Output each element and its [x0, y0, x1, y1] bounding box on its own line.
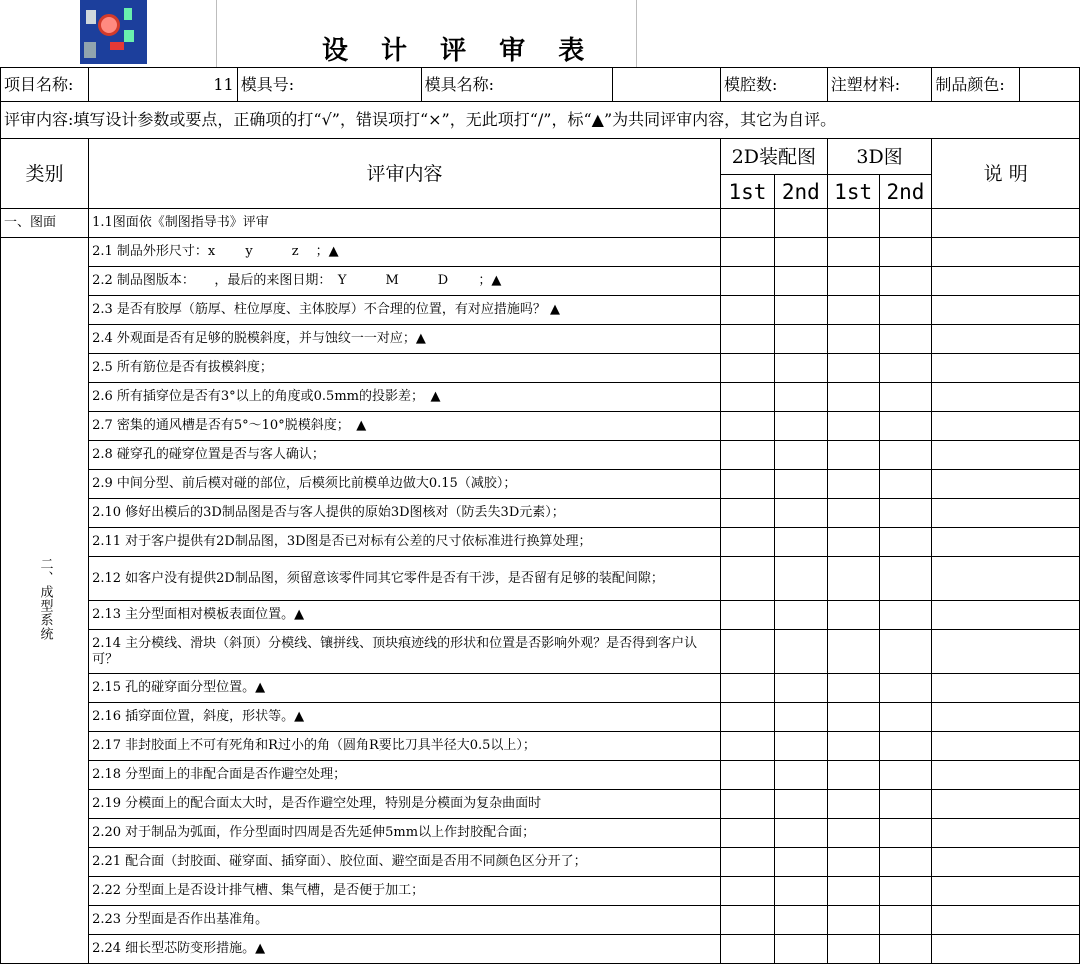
table-row: [1, 557, 1080, 601]
check-cell[interactable]: [827, 630, 879, 674]
check-cell[interactable]: [827, 325, 879, 354]
review-item: 2.17 非封胶面上不可有死角和R过小的角（圆角R要比刀具半径大0.5以上）；: [89, 732, 721, 761]
check-cell[interactable]: [879, 601, 932, 630]
check-cell[interactable]: [879, 238, 932, 267]
check-cell[interactable]: [879, 761, 932, 790]
check-cell[interactable]: [774, 906, 827, 935]
check-cell[interactable]: [879, 906, 932, 935]
check-cell[interactable]: [827, 906, 879, 935]
remarks-cell[interactable]: [932, 790, 1080, 819]
check-cell[interactable]: [721, 441, 775, 470]
2d-first-review-header: 1st: [721, 175, 775, 209]
check-cell[interactable]: [879, 630, 932, 674]
check-cell[interactable]: [774, 528, 827, 557]
project-name-label: 项目名称:: [1, 68, 89, 102]
check-cell[interactable]: [879, 441, 932, 470]
review-3d-header: 3D图: [827, 139, 932, 175]
check-cell[interactable]: [774, 703, 827, 732]
review-item: 2.9 中间分型、前后模对碰的部位，后模须比前模单边做大0.15（减胶）；: [89, 470, 721, 499]
check-cell[interactable]: [774, 470, 827, 499]
3d-first-review-header: 1st: [827, 175, 879, 209]
check-cell[interactable]: [827, 528, 879, 557]
check-cell[interactable]: [827, 674, 879, 703]
review-item: 2.7 密集的通风槽是否有5°～10°脱模斜度； ▲: [89, 412, 721, 441]
review-item: 2.14 主分模线、滑块（斜顶）分模线、镶拼线、顶块痕迹线的形状和位置是否影响外观？是否得到客户认可？: [89, 630, 721, 674]
remarks-cell[interactable]: [932, 499, 1080, 528]
remarks-header: 说 明: [932, 139, 1080, 209]
check-cell[interactable]: [827, 296, 879, 325]
table-row: [1, 441, 1080, 470]
review-item: 2.8 碰穿孔的碰穿位置是否与客人确认；: [89, 441, 721, 470]
check-cell[interactable]: [827, 761, 879, 790]
table-row: [1, 412, 1080, 441]
check-cell[interactable]: [774, 877, 827, 906]
instruction-row: [1, 102, 1080, 139]
review-item: 2.18 分型面上的非配合面是否作避空处理；: [89, 761, 721, 790]
check-cell[interactable]: [774, 354, 827, 383]
check-cell[interactable]: [879, 674, 932, 703]
table-row: [1, 528, 1080, 557]
check-cell[interactable]: [721, 601, 775, 630]
remarks-cell[interactable]: [932, 412, 1080, 441]
cavity-count-label: 模腔数:: [721, 68, 828, 102]
check-cell[interactable]: [774, 441, 827, 470]
review-table: [0, 67, 1080, 964]
check-cell[interactable]: [827, 499, 879, 528]
check-cell[interactable]: [774, 848, 827, 877]
mold-logo-icon: [80, 0, 147, 64]
check-cell[interactable]: [827, 412, 879, 441]
info-row: [1, 68, 1080, 102]
check-cell[interactable]: [827, 441, 879, 470]
review-item: 2.22 分型面上是否设计排气槽、集气槽，是否便于加工；: [89, 877, 721, 906]
check-cell[interactable]: [774, 412, 827, 441]
check-cell[interactable]: [879, 383, 932, 412]
check-cell[interactable]: [774, 238, 827, 267]
check-cell[interactable]: [774, 790, 827, 819]
review-item: 2.2 制品图版本： ，最后的来图日期： Y M D ；▲: [89, 267, 721, 296]
remarks-cell[interactable]: [932, 296, 1080, 325]
remarks-cell[interactable]: [932, 630, 1080, 674]
review-item: 2.13 主分型面相对模板表面位置。▲: [89, 601, 721, 630]
remarks-cell[interactable]: [932, 470, 1080, 499]
review-item: 2.15 孔的碰穿面分型位置。▲: [89, 674, 721, 703]
check-cell[interactable]: [879, 209, 932, 238]
remarks-cell[interactable]: [932, 267, 1080, 296]
review-item: 2.4 外观面是否有足够的脱模斜度，并与蚀纹一一对应；▲: [89, 325, 721, 354]
check-cell[interactable]: [827, 790, 879, 819]
review-item: 2.10 修好出模后的3D制品图是否与客人提供的原始3D图核对（防丢失3D元素）；: [89, 499, 721, 528]
content-header: 评审内容: [89, 139, 721, 209]
remarks-cell[interactable]: [932, 906, 1080, 935]
review-2d-header: 2D装配图: [721, 139, 828, 175]
check-cell[interactable]: [827, 267, 879, 296]
remarks-cell[interactable]: [932, 819, 1080, 848]
3d-second-review-header: 2nd: [879, 175, 932, 209]
remarks-cell[interactable]: [932, 935, 1080, 964]
category-molding-system-label: 二、成型系统: [37, 556, 53, 641]
sheet-header: [0, 0, 1080, 67]
page-title: 设 计 评 审 表: [322, 36, 597, 66]
table-row: [1, 325, 1080, 354]
table-row: [1, 790, 1080, 819]
check-cell[interactable]: [774, 761, 827, 790]
check-cell[interactable]: [721, 703, 775, 732]
check-cell[interactable]: [721, 935, 775, 964]
check-cell[interactable]: [721, 877, 775, 906]
table-row: [1, 848, 1080, 877]
check-cell[interactable]: [721, 848, 775, 877]
check-cell[interactable]: [721, 267, 775, 296]
review-item: 2.5 所有筋位是否有拔模斜度；: [89, 354, 721, 383]
check-cell[interactable]: [827, 703, 879, 732]
check-cell[interactable]: [879, 935, 932, 964]
check-cell[interactable]: [721, 732, 775, 761]
review-item: 2.12 如客户没有提供2D制品图，须留意该零件同其它零件是否有干涉，是否留有足够的装配间隙；: [89, 557, 721, 601]
table-row: [1, 470, 1080, 499]
review-item: 2.20 对于制品为弧面，作分型面时四周是否先延伸5mm以上作封胶配合面；: [89, 819, 721, 848]
check-cell[interactable]: [879, 877, 932, 906]
check-cell[interactable]: [827, 819, 879, 848]
check-cell[interactable]: [879, 703, 932, 732]
category-molding-system: [1, 238, 89, 964]
check-cell[interactable]: [774, 557, 827, 601]
table-row: [1, 238, 1080, 267]
review-item: 2.21 配合面（封胶面、碰穿面、插穿面）、胶位面、避空面是否用不同颜色区分开了；: [89, 848, 721, 877]
remarks-cell[interactable]: [932, 601, 1080, 630]
remarks-cell[interactable]: [932, 354, 1080, 383]
check-cell[interactable]: [879, 819, 932, 848]
table-row: [1, 383, 1080, 412]
check-cell[interactable]: [721, 383, 775, 412]
check-cell[interactable]: [774, 935, 827, 964]
product-color-label: 制品颜色:: [932, 68, 1020, 102]
check-cell[interactable]: [827, 935, 879, 964]
table-row: [1, 703, 1080, 732]
table-row: [1, 761, 1080, 790]
check-cell[interactable]: [879, 267, 932, 296]
remarks-cell[interactable]: [932, 848, 1080, 877]
table-row: [1, 354, 1080, 383]
remarks-cell[interactable]: [932, 761, 1080, 790]
check-cell[interactable]: [827, 238, 879, 267]
check-cell[interactable]: [721, 499, 775, 528]
check-cell[interactable]: [774, 601, 827, 630]
check-cell[interactable]: [774, 267, 827, 296]
check-cell[interactable]: [879, 848, 932, 877]
table-row: [1, 209, 1080, 238]
check-cell[interactable]: [774, 819, 827, 848]
check-cell[interactable]: [774, 383, 827, 412]
check-cell[interactable]: [721, 209, 775, 238]
table-row: [1, 877, 1080, 906]
remarks-cell[interactable]: [932, 732, 1080, 761]
review-item: 2.3 是否有胶厚（筋厚、柱位厚度、主体胶厚）不合理的位置，有对应措施吗？ ▲: [89, 296, 721, 325]
check-cell[interactable]: [721, 325, 775, 354]
remarks-cell[interactable]: [932, 325, 1080, 354]
check-cell[interactable]: [721, 238, 775, 267]
mold-name-label: 模具名称:: [421, 68, 613, 102]
review-item: 2.24 细长型芯防变形措施。▲: [89, 935, 721, 964]
check-cell[interactable]: [827, 848, 879, 877]
remarks-cell[interactable]: [932, 703, 1080, 732]
review-item: 2.23 分型面是否作出基准角。: [89, 906, 721, 935]
check-cell[interactable]: [774, 499, 827, 528]
remarks-cell[interactable]: [932, 238, 1080, 267]
check-cell[interactable]: [721, 557, 775, 601]
2d-second-review-header: 2nd: [774, 175, 827, 209]
remarks-cell[interactable]: [932, 557, 1080, 601]
check-cell[interactable]: [827, 557, 879, 601]
category-header: 类别: [1, 139, 89, 209]
check-cell[interactable]: [774, 630, 827, 674]
check-cell[interactable]: [721, 761, 775, 790]
check-cell[interactable]: [774, 674, 827, 703]
check-cell[interactable]: [774, 325, 827, 354]
remarks-cell[interactable]: [932, 877, 1080, 906]
remarks-cell[interactable]: [932, 674, 1080, 703]
check-cell[interactable]: [879, 470, 932, 499]
table-row: [1, 819, 1080, 848]
check-cell[interactable]: [721, 674, 775, 703]
check-cell[interactable]: [879, 732, 932, 761]
check-cell[interactable]: [827, 601, 879, 630]
review-item: 1.1图面依《制图指导书》评审: [89, 209, 721, 238]
header-divider: [636, 0, 637, 67]
check-cell[interactable]: [721, 630, 775, 674]
header-divider: [216, 0, 217, 67]
remarks-cell[interactable]: [932, 441, 1080, 470]
material-label: 注塑材料:: [827, 68, 932, 102]
review-instructions: 评审内容:填写设计参数或要点，正确项的打“√”，错误项打“×”，无此项打“/”，标“▲”为共同评审内容，其它为自评。: [1, 102, 1080, 139]
table-row: [1, 732, 1080, 761]
check-cell[interactable]: [721, 906, 775, 935]
check-cell[interactable]: [827, 470, 879, 499]
review-item: 2.19 分模面上的配合面太大时，是否作避空处理，特别是分模面为复杂曲面时: [89, 790, 721, 819]
check-cell[interactable]: [774, 209, 827, 238]
check-cell[interactable]: [879, 354, 932, 383]
check-cell[interactable]: [721, 296, 775, 325]
table-row: [1, 935, 1080, 964]
check-cell[interactable]: [879, 412, 932, 441]
check-cell[interactable]: [879, 296, 932, 325]
category-drawing: 一、图面: [1, 209, 89, 238]
check-cell[interactable]: [721, 528, 775, 557]
check-cell[interactable]: [827, 354, 879, 383]
check-cell[interactable]: [879, 528, 932, 557]
project-name-value[interactable]: 11: [89, 68, 238, 102]
check-cell[interactable]: [774, 732, 827, 761]
review-item: 2.1 制品外形尺寸：x y z ；▲: [89, 238, 721, 267]
check-cell[interactable]: [827, 732, 879, 761]
review-item: 2.6 所有插穿位是否有3°以上的角度或0.5mm的投影差； ▲: [89, 383, 721, 412]
check-cell[interactable]: [879, 557, 932, 601]
mold-number-label: 模具号:: [237, 68, 421, 102]
remarks-cell[interactable]: [932, 209, 1080, 238]
check-cell[interactable]: [879, 499, 932, 528]
check-cell[interactable]: [827, 209, 879, 238]
table-row: [1, 674, 1080, 703]
check-cell[interactable]: [774, 296, 827, 325]
check-cell[interactable]: [721, 354, 775, 383]
table-row: [1, 267, 1080, 296]
product-color-value[interactable]: [1020, 68, 1080, 102]
table-row: [1, 296, 1080, 325]
table-row: [1, 906, 1080, 935]
check-cell[interactable]: [879, 325, 932, 354]
mold-name-value[interactable]: [613, 68, 721, 102]
table-row: [1, 601, 1080, 630]
remarks-cell[interactable]: [932, 383, 1080, 412]
check-cell[interactable]: [879, 790, 932, 819]
review-item: 2.16 插穿面位置，斜度，形状等。▲: [89, 703, 721, 732]
check-cell[interactable]: [721, 819, 775, 848]
table-row: [1, 499, 1080, 528]
check-cell[interactable]: [721, 470, 775, 499]
check-cell[interactable]: [827, 877, 879, 906]
remarks-cell[interactable]: [932, 528, 1080, 557]
review-item: 2.11 对于客户提供有2D制品图，3D图是否已对标有公差的尺寸依标准进行换算处理；: [89, 528, 721, 557]
table-row: [1, 630, 1080, 674]
check-cell[interactable]: [721, 412, 775, 441]
check-cell[interactable]: [721, 790, 775, 819]
check-cell[interactable]: [827, 383, 879, 412]
column-header-row: [1, 139, 1080, 175]
